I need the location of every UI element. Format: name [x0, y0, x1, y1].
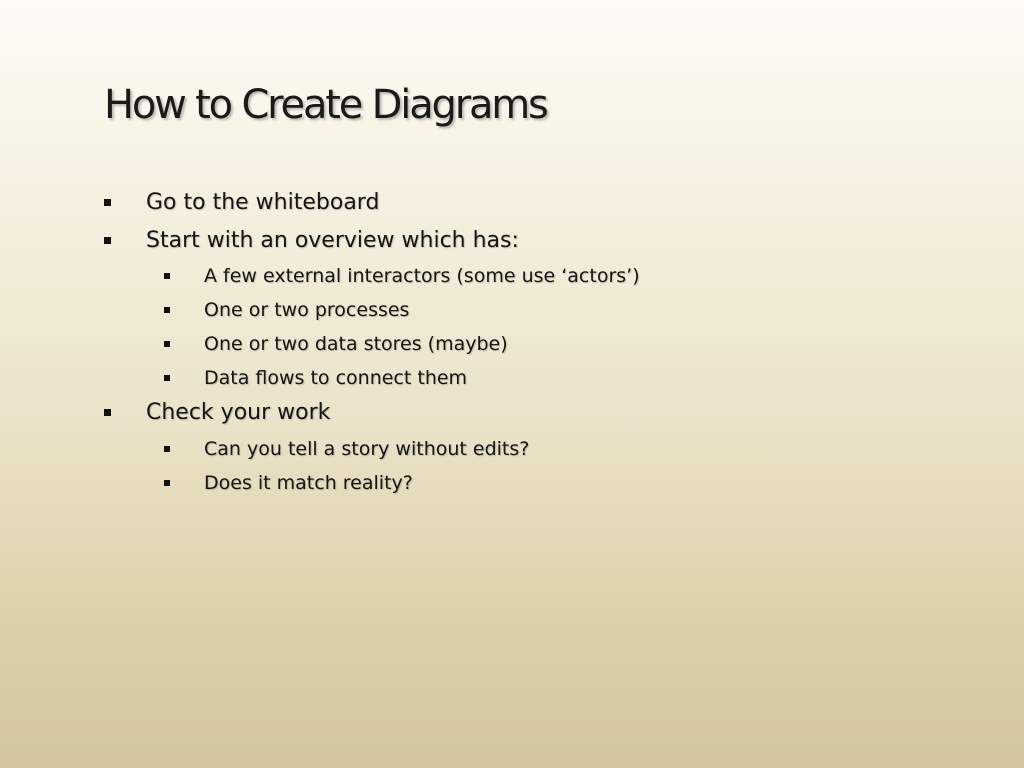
sub-bullet-item — [204, 299, 409, 321]
square-bullet-icon — [164, 273, 170, 279]
bullet-text: Start with an overview which has: — [146, 228, 519, 253]
sub-bullet-item — [204, 265, 640, 287]
sub-bullet-text: One or two processes — [204, 299, 410, 321]
sub-bullet-text: Does it match reality? — [204, 472, 413, 494]
square-bullet-icon — [164, 446, 170, 452]
sub-bullet-text: One or two data stores (maybe) — [204, 333, 508, 355]
bullet-item — [146, 228, 519, 253]
square-bullet-icon — [164, 480, 170, 486]
bullet-text: Go to the whiteboard — [146, 190, 380, 215]
square-bullet-icon — [104, 237, 111, 244]
sub-bullet-item — [204, 438, 529, 460]
bullet-item — [146, 190, 379, 215]
sub-bullet-item — [204, 367, 467, 389]
square-bullet-icon — [104, 199, 111, 206]
bullet-text: Check your work — [146, 400, 331, 425]
sub-bullet-text: Can you tell a story without edits? — [204, 438, 530, 460]
square-bullet-icon — [164, 341, 170, 347]
sub-bullet-text: A few external interactors (some use ‘actors’) — [204, 265, 640, 287]
square-bullet-icon — [164, 307, 170, 313]
bullet-item — [146, 400, 330, 425]
slide-title: How to Create Diagrams — [104, 82, 547, 128]
sub-bullet-text: Data flows to connect them — [204, 367, 468, 389]
sub-bullet-item — [204, 472, 413, 494]
square-bullet-icon — [104, 409, 111, 416]
square-bullet-icon — [164, 375, 170, 381]
sub-bullet-item — [204, 333, 508, 355]
